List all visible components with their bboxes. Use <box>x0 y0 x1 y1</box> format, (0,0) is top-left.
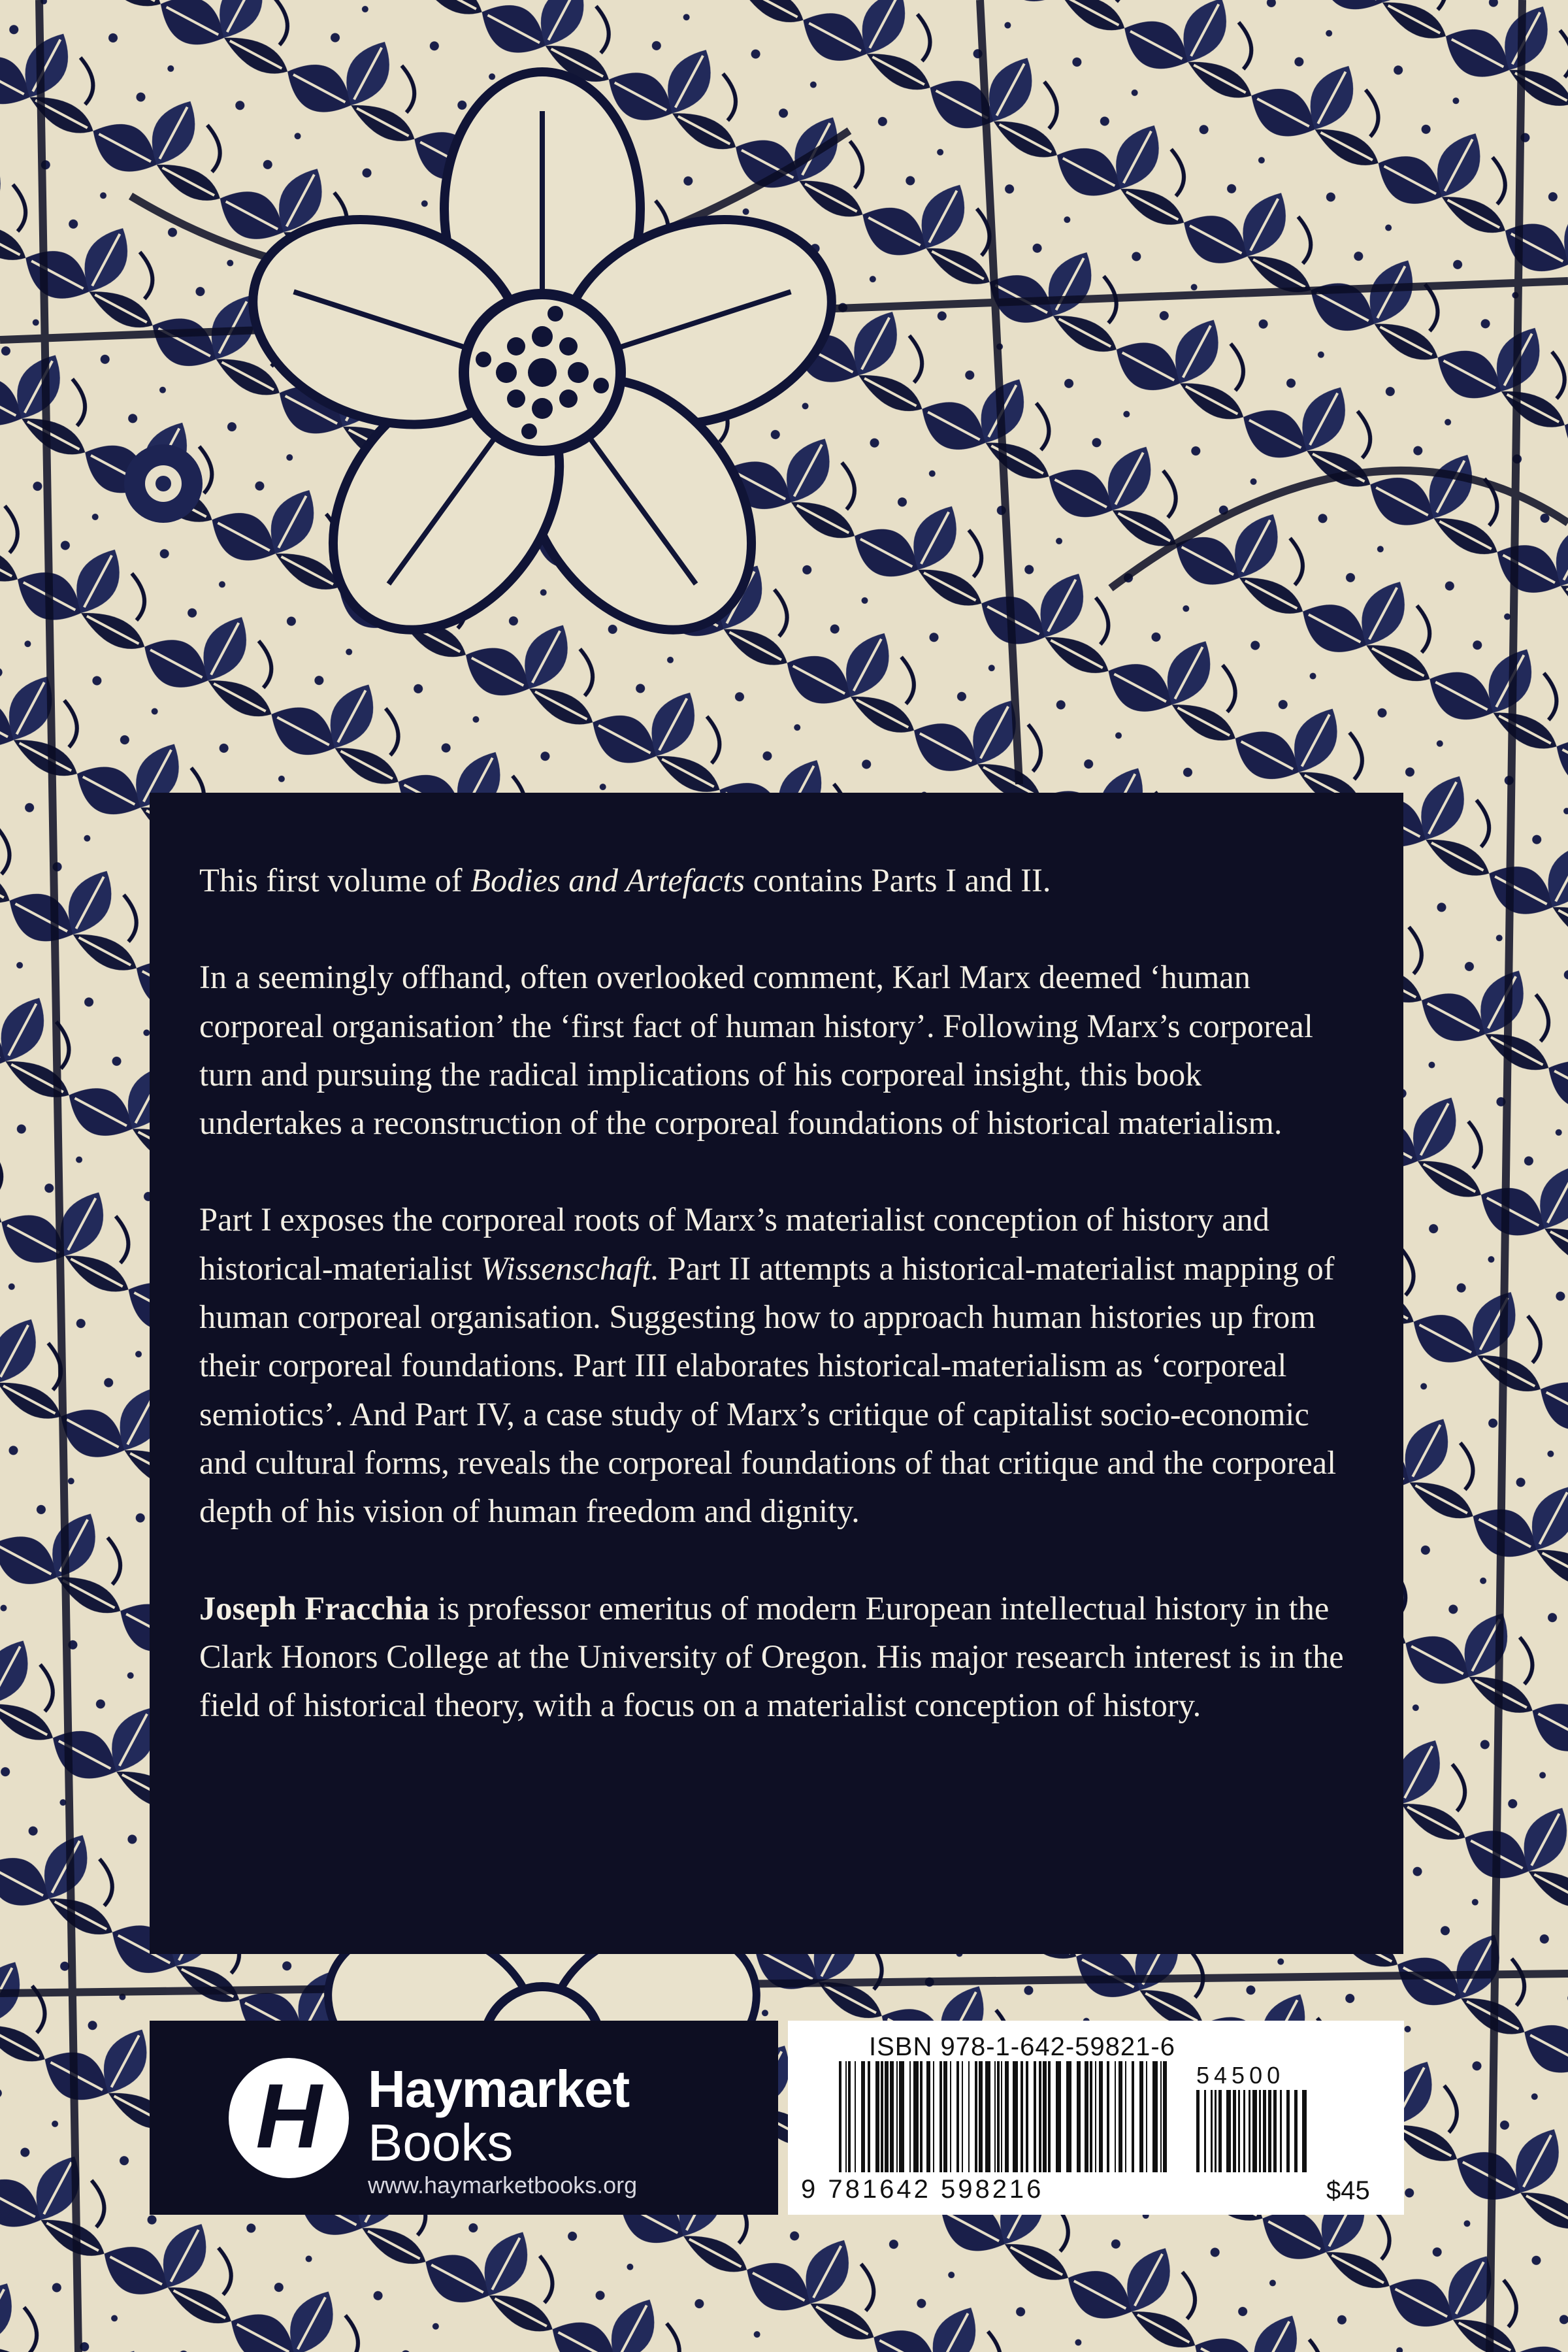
addon-bar <box>1268 2090 1271 2172</box>
barcode-bar <box>1085 2061 1088 2172</box>
barcode-bar <box>839 2061 841 2172</box>
barcode-bar <box>997 2061 1000 2172</box>
publisher-name-line1: Haymarket <box>368 2060 630 2118</box>
addon-bar <box>1215 2090 1217 2172</box>
addon-bar <box>1302 2090 1307 2172</box>
barcode-bar <box>994 2061 996 2172</box>
barcode-bar <box>1163 2061 1167 2172</box>
svg-text:H: H <box>255 2064 322 2167</box>
addon-bar <box>1218 2090 1222 2172</box>
addon-bar <box>1243 2090 1245 2172</box>
barcode-bar <box>956 2061 959 2172</box>
addon-bar <box>1238 2090 1240 2172</box>
addon-bar <box>1233 2090 1236 2172</box>
barcode-bar <box>861 2061 865 2172</box>
ean-digits: 9 781642 598216 <box>801 2175 1044 2204</box>
addon-bar <box>1294 2090 1298 2172</box>
barcode-bar <box>1107 2061 1109 2172</box>
barcode-bar <box>1021 2061 1023 2172</box>
barcode-bar <box>1034 2061 1036 2172</box>
barcode-bar <box>896 2061 898 2172</box>
barcode-bar <box>1005 2061 1009 2172</box>
barcode-bar <box>1056 2061 1061 2172</box>
barcode-bar <box>1132 2061 1134 2172</box>
intro-text: This first volume of <box>199 862 471 899</box>
barcode-bar <box>1048 2061 1051 2172</box>
isbn-barcode <box>788 2021 1404 2215</box>
barcode-bar <box>985 2061 990 2172</box>
addon-bar <box>1286 2090 1290 2172</box>
back-cover-blurb <box>150 793 1403 1954</box>
addon-bar <box>1252 2090 1257 2172</box>
wissenschaft-italic: Wissenschaft. <box>480 1250 660 1287</box>
barcode-bar <box>1039 2061 1041 2172</box>
price-label: $45 <box>1326 2176 1370 2205</box>
barcode-bar <box>1160 2061 1162 2172</box>
barcode-bar <box>1146 2061 1147 2172</box>
addon-bar <box>1263 2090 1266 2172</box>
barcode-bar <box>913 2061 919 2172</box>
barcode-bar <box>950 2061 951 2172</box>
p3-text: Part I exposes the corporeal roots of Marx’s materialist conception of history and historical-materialist <box>199 1201 1269 1287</box>
barcode-bar <box>968 2061 970 2172</box>
barcode-bar <box>979 2061 983 2172</box>
barcode-bar <box>933 2061 934 2172</box>
addon-bar <box>1259 2090 1261 2172</box>
barcode-bar <box>1077 2061 1081 2172</box>
price-addon-digits: 54500 <box>1196 2062 1285 2089</box>
barcode-bar <box>926 2061 930 2172</box>
barcode-bar <box>975 2061 977 2172</box>
barcode-bar <box>962 2061 963 2172</box>
addon-bar <box>1280 2090 1282 2172</box>
author-bio <box>199 1584 1351 1730</box>
barcode-bar <box>890 2061 894 2172</box>
blurb-paragraph-2: In a seemingly offhand, often overlooked comment, Karl Marx deemed ‘human corporeal organisation’ the ‘first fact of human history’. Following Marx’s corporeal turn and pursuing the radical implications of his corporeal insight, this book undertakes a reconstruction of the corporeal foundations of historical materialism. <box>199 959 1313 1142</box>
barcode-bar <box>1115 2061 1116 2172</box>
publisher-block <box>150 2021 778 2215</box>
barcode-bar <box>1152 2061 1158 2172</box>
barcode-bar <box>920 2061 923 2172</box>
author-name: Joseph Fracchia <box>199 1589 430 1627</box>
barcode-bar <box>1090 2061 1092 2172</box>
intro-text-end: contains Parts I and II. <box>745 862 1051 899</box>
barcode-bar <box>1095 2061 1096 2172</box>
barcode-bar <box>1139 2061 1143 2172</box>
barcode-bar <box>899 2061 904 2172</box>
author-bio-text: is professor emeritus of modern European intellectual history in the Clark Honors College at the University of Oregon. His major research interest is in the field of historical theory, with a focus on a materialist conception of history. <box>199 1589 1344 1724</box>
addon-bar <box>1226 2090 1231 2172</box>
publisher-name-line2: Books <box>368 2113 514 2172</box>
blurb-paragraph-3 <box>199 1195 1351 1535</box>
small-flower-left <box>124 444 203 523</box>
haymarket-logo-icon <box>227 2056 351 2180</box>
barcode-bar <box>909 2061 911 2172</box>
barcode-bar <box>875 2061 879 2172</box>
barcode-bar <box>943 2061 947 2172</box>
addon-bar <box>1273 2090 1277 2172</box>
book-title-italic: Bodies and Artefacts <box>470 862 745 899</box>
barcode-bar <box>1125 2061 1126 2172</box>
addon-bar <box>1249 2090 1250 2172</box>
isbn-label: ISBN 978-1-642-59821-6 <box>869 2032 1175 2061</box>
blurb-intro <box>199 856 1351 904</box>
barcode-bar <box>1026 2061 1028 2172</box>
barcode-bar <box>939 2061 942 2172</box>
barcode-bar <box>881 2061 883 2172</box>
barcode-bar <box>1099 2061 1103 2172</box>
barcode-bar <box>1119 2061 1122 2172</box>
p3-text-end: Part II attempts a historical-materialist mapping of human corporeal organisation. Suggesting how to approach human histories up from their corporeal foundations. Part III elaborates historical-materialism as ‘corporeal semiotics’. And Part IV, a case study of Marx’s critique of capitalist socio-economic and cultural forms, reveals the corporeal foundations of that critique and the corporeal depth of his vision of human freedom and dignity. <box>199 1250 1337 1530</box>
barcode-bar <box>1066 2061 1071 2172</box>
addon-bar <box>1204 2090 1206 2172</box>
barcode-bar <box>845 2061 847 2172</box>
addon-bar <box>1211 2090 1213 2172</box>
publisher-url: www.haymarketbooks.org <box>368 2172 638 2198</box>
barcode-bar <box>885 2061 889 2172</box>
addon-bar <box>1196 2090 1200 2172</box>
barcode-bar <box>868 2061 870 2172</box>
barcode-bar <box>1013 2061 1018 2172</box>
barcode-bar <box>848 2061 851 2172</box>
barcode-bar <box>1001 2061 1002 2172</box>
barcode-bar <box>855 2061 856 2172</box>
barcode-bar <box>1043 2061 1047 2172</box>
